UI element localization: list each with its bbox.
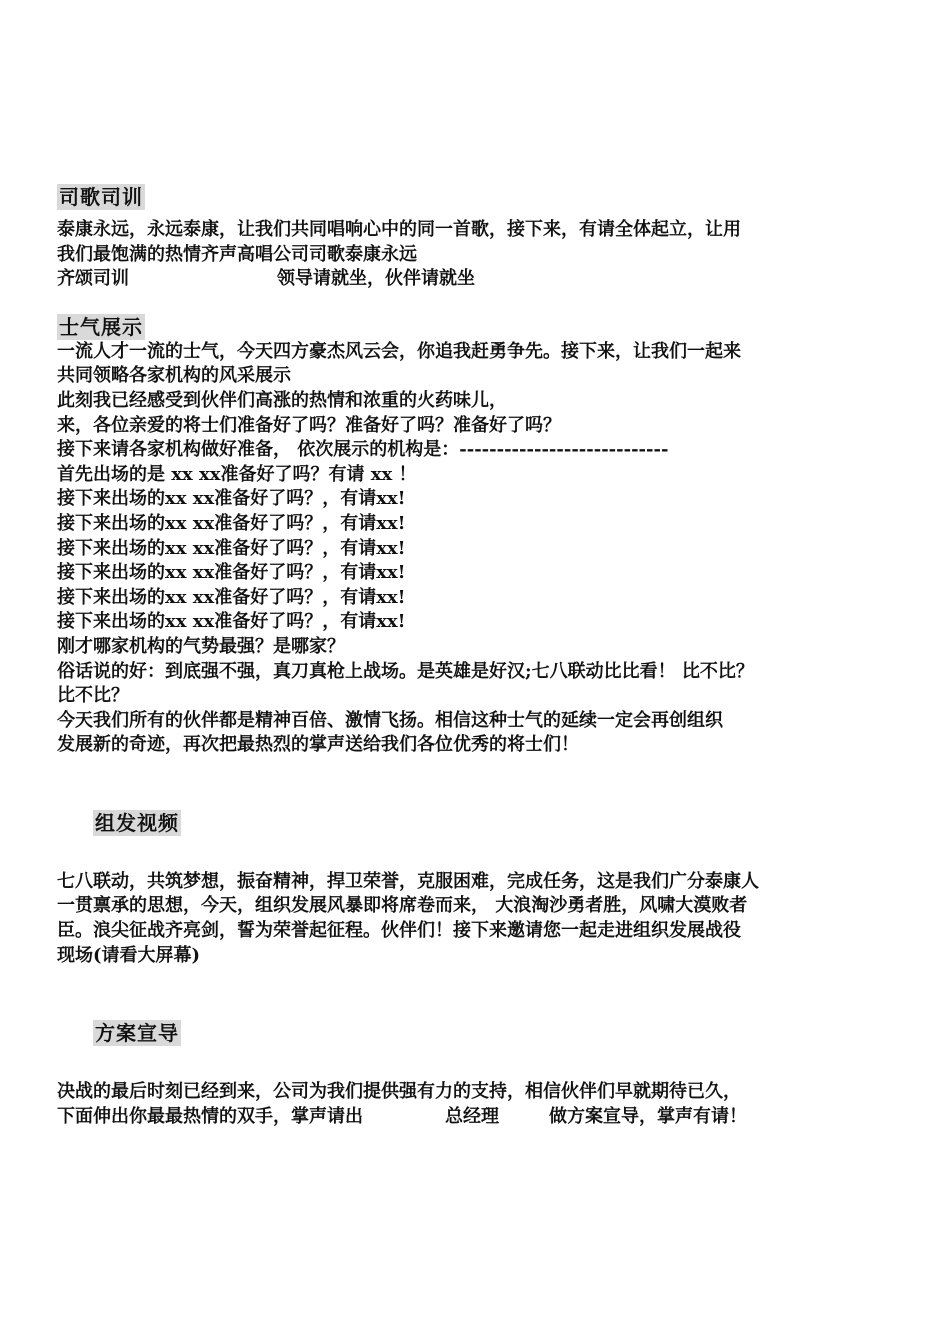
paragraph-line: 泰康永远，永远泰康，让我们共同唱响心中的同一首歌，接下来，有请全体起立，让用 <box>57 219 741 240</box>
closing-text-start: 下面伸出你最最热情的双手，掌声请出 <box>57 1105 363 1127</box>
paragraph-line: 接下来请各家机构做好准备， 依次展示的机构是：---------------------------- <box>57 439 669 461</box>
section-heading-morale: 士气展示 <box>59 314 143 339</box>
general-manager-title: 总经理 <box>445 1105 499 1127</box>
section-heading-song: 司歌司训 <box>59 185 143 209</box>
paragraph-line: 一贯禀承的思想，今天，组织发展风暴即将席卷而来， 大浪淘沙勇者胜，风啸大漠败者 <box>57 895 748 917</box>
section-heading-plan: 方案宣导 <box>95 1021 179 1046</box>
section-morale <box>57 314 897 758</box>
paragraph-line: 决战的最后时刻已经到来，公司为我们提供强有力的支持，相信伙伴们早就期待已久， <box>57 1081 741 1103</box>
paragraph-line: 接下来出场的xx xx准备好了吗？，有请xx! <box>57 488 406 510</box>
paragraph-line: 今天我们所有的伙伴都是精神百倍、激情飞扬。相信这种士气的延续一定会再创组织 <box>57 709 723 731</box>
paragraph-line: 接下来出场的xx xx准备好了吗？，有请xx! <box>57 611 406 633</box>
paragraph-line: 来，各位亲爱的将士们准备好了吗？准备好了吗？准备好了吗？ <box>57 414 561 436</box>
paragraph-line: 接下来出场的xx xx准备好了吗？，有请xx! <box>57 562 406 584</box>
paragraph-line: 接下来出场的xx xx准备好了吗？，有请xx! <box>57 586 406 608</box>
paragraph-line: 共同领略各家机构的风采展示 <box>57 365 291 387</box>
section-heading-video: 组发视频 <box>95 810 179 835</box>
paragraph-line: 俗话说的好：到底强不强，真刀真枪上战场。是英雄是好汉;七八联动比比看！ 比不比？ <box>57 660 754 682</box>
paragraph-line: 臣。浪尖征战齐亮剑，誓为荣誉起征程。伙伴们！接下来邀请您一起走进组织发展战役 <box>57 920 741 942</box>
paragraph-line: 比不比？ <box>57 685 129 707</box>
closing-text-end: 做方案宣导，掌声有请！ <box>549 1105 747 1127</box>
closing-line <box>57 1105 897 1130</box>
section-song <box>57 184 897 292</box>
paragraph-line: 首先出场的是 xx xx准备好了吗？有请 xx ！ <box>57 463 417 485</box>
paragraph-line: 一流人才一流的士气，今天四方豪杰风云会，你追我赶勇争先。接下来，让我们一起来 <box>57 340 741 362</box>
recite-label: 齐颂司训 <box>57 268 129 290</box>
paragraph-line: 现场(请看大屏幕) <box>57 944 201 966</box>
paragraph-line: 此刻我已经感受到伙伴们高涨的热情和浓重的火药味儿， <box>57 389 507 411</box>
paragraph-line: 我们最饱满的热情齐声高唱公司司歌泰康永远 <box>57 243 417 265</box>
recite-instruction: 领导请就坐，伙伴请就坐 <box>277 268 475 290</box>
section-video <box>57 810 897 968</box>
section-plan <box>57 1020 897 1129</box>
document-page <box>57 184 897 1129</box>
paragraph-line: 接下来出场的xx xx准备好了吗？，有请xx! <box>57 537 406 559</box>
paragraph-line: 接下来出场的xx xx准备好了吗？，有请xx! <box>57 512 406 534</box>
paragraph-line: 七八联动，共筑梦想，振奋精神，捍卫荣誉，克服困难，完成任务，这是我们广分泰康人 <box>57 870 759 892</box>
paragraph-line: 发展新的奇迹，再次把最热烈的掌声送给我们各位优秀的将士们！ <box>57 734 579 756</box>
paragraph-line: 刚才哪家机构的气势最强？是哪家？ <box>57 635 345 657</box>
recite-line <box>57 267 897 292</box>
